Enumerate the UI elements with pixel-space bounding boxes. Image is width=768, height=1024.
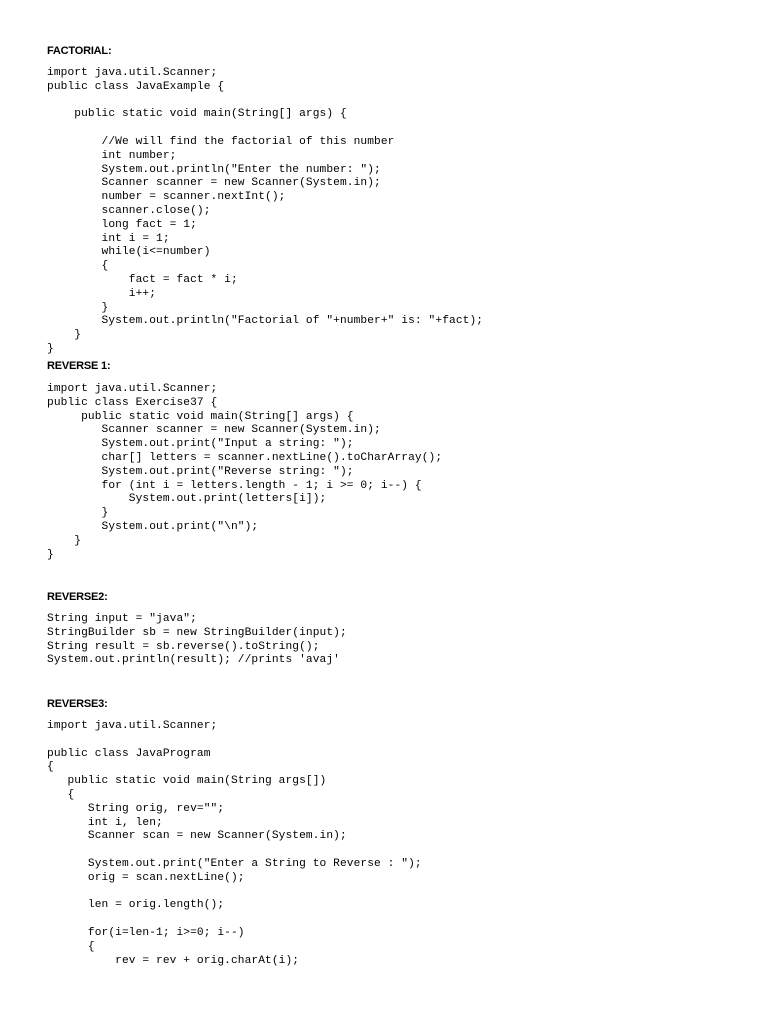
- code-line: char[] letters = scanner.nextLine().toCharArray();: [47, 451, 443, 464]
- code-line: while(i<=number): [47, 246, 211, 259]
- code-line: [47, 122, 483, 136]
- code-line: Scanner scanner = new Scanner(System.in);: [47, 177, 381, 190]
- code-line: String orig, rev="";: [47, 802, 225, 815]
- code-line: System.out.println(result); //prints 'avaj': [47, 654, 340, 667]
- code-line: scanner.close();: [47, 204, 211, 217]
- code-line: {: [47, 260, 109, 273]
- section-heading-reverse-2: REVERSE2:: [47, 591, 108, 603]
- code-line: public static void main(String args[]): [47, 775, 327, 788]
- code-line: public class JavaExample {: [47, 80, 225, 93]
- code-line: int i, len;: [47, 816, 163, 829]
- code-line: import java.util.Scanner;: [47, 67, 218, 79]
- code-line: }: [47, 548, 54, 561]
- code-line: System.out.print("Reverse string: ");: [47, 465, 354, 478]
- code-block-reverse-2: [47, 613, 347, 668]
- code-line: import java.util.Scanner;: [47, 383, 218, 395]
- code-line: System.out.print(letters[i]);: [47, 493, 327, 506]
- section-heading-factorial: FACTORIAL:: [47, 45, 112, 57]
- code-line: System.out.print("Enter a String to Reverse : ");: [47, 857, 422, 870]
- code-line: }: [47, 507, 109, 520]
- code-line: [47, 95, 483, 109]
- code-line: String input = "java";: [47, 613, 197, 625]
- code-line: len = orig.length();: [47, 899, 225, 912]
- code-line: {: [47, 761, 54, 774]
- section-heading-reverse-3: REVERSE3:: [47, 698, 108, 710]
- code-line: {: [47, 788, 75, 801]
- code-line: System.out.print("Input a string: ");: [47, 438, 354, 451]
- code-line: public static void main(String[] args) {: [47, 108, 347, 121]
- code-block-reverse-3: [47, 720, 422, 968]
- code-line: int i = 1;: [47, 232, 170, 245]
- code-line: [47, 886, 422, 900]
- code-line: int number;: [47, 149, 177, 162]
- code-line: {: [47, 940, 95, 953]
- code-line: number = scanner.nextInt();: [47, 191, 286, 204]
- code-line: long fact = 1;: [47, 218, 197, 231]
- code-line: Scanner scan = new Scanner(System.in);: [47, 830, 347, 843]
- code-line: orig = scan.nextLine();: [47, 871, 245, 884]
- code-line: public class JavaProgram: [47, 747, 211, 760]
- code-line: }: [47, 301, 109, 314]
- code-line: System.out.println("Factorial of "+number+" is: "+fact);: [47, 315, 484, 328]
- code-line: System.out.print("\n");: [47, 520, 259, 533]
- code-line: Scanner scanner = new Scanner(System.in);: [47, 424, 381, 437]
- section-heading-reverse-1: REVERSE 1:: [47, 360, 111, 372]
- code-line: }: [47, 342, 54, 355]
- code-block-reverse-1: [47, 383, 442, 562]
- code-line: }: [47, 534, 82, 547]
- code-line: public class Exercise37 {: [47, 396, 218, 409]
- code-line: fact = fact * i;: [47, 273, 238, 286]
- code-line: for(i=len-1; i>=0; i--): [47, 926, 245, 939]
- code-line: StringBuilder sb = new StringBuilder(input);: [47, 626, 347, 639]
- code-line: [47, 734, 422, 748]
- code-line: String result = sb.reverse().toString();: [47, 640, 320, 653]
- code-line: import java.util.Scanner;: [47, 720, 218, 732]
- code-line: public static void main(String[] args) {: [47, 410, 354, 423]
- code-line: System.out.println("Enter the number: ");: [47, 163, 381, 176]
- code-line: rev = rev + orig.charAt(i);: [47, 954, 300, 967]
- code-line: [47, 844, 422, 858]
- code-line: i++;: [47, 287, 157, 300]
- code-line: }: [47, 329, 82, 342]
- code-line: [47, 913, 422, 927]
- code-line: //We will find the factorial of this number: [47, 135, 395, 148]
- code-line: for (int i = letters.length - 1; i >= 0; i--) {: [47, 479, 422, 492]
- code-block-factorial: [47, 67, 483, 357]
